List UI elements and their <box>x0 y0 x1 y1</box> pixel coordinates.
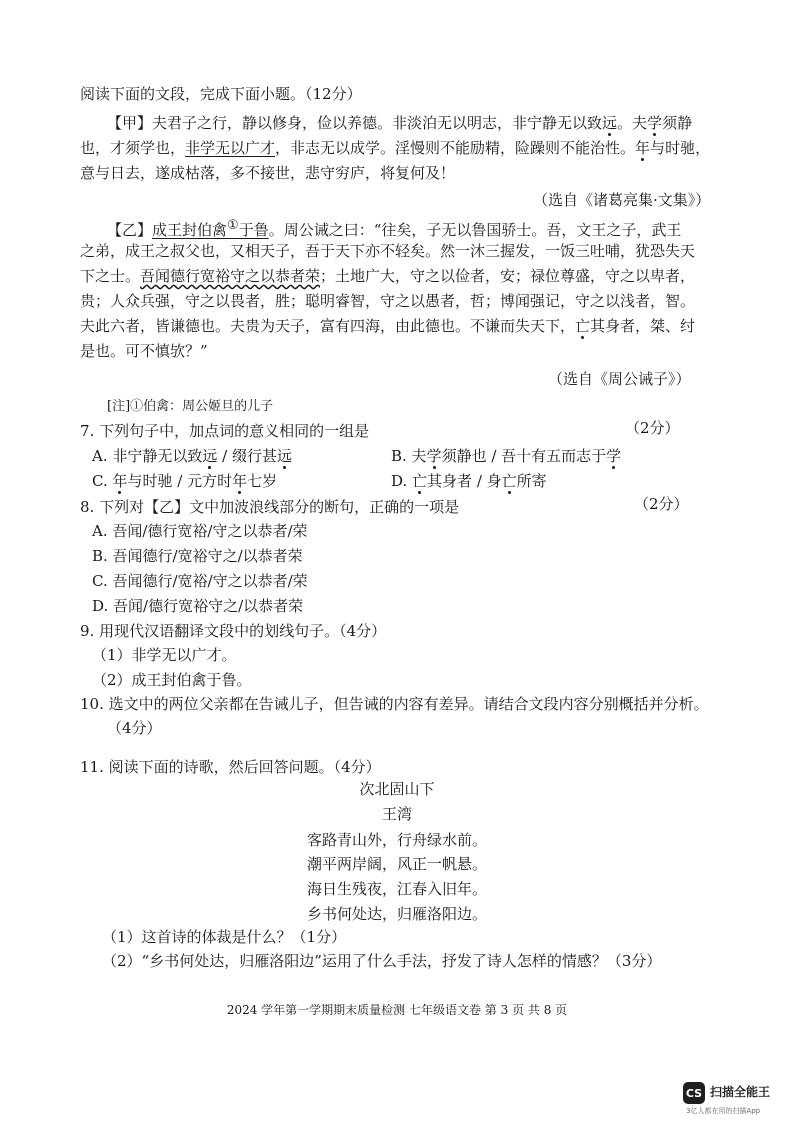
passage-yi-line: 贵；人众兵强，守之以畏者，胜；聪明睿智，守之以愚者，哲；博闻强记，守之以浅者，智。 <box>80 292 696 310</box>
passage-jia-source: （选自《诸葛亮集·文集》） <box>533 191 711 209</box>
underlined-sentence: 非学无以广才 <box>185 139 276 157</box>
question-10-score: （4分） <box>107 719 162 737</box>
wavy-underlined-sentence: 吾闻德行宽裕守之以恭者荣 <box>140 267 321 285</box>
passage-jia-line: 意与日去，遂成枯落，多不接世，悲守穷庐，将复何及！ <box>80 164 456 182</box>
page-footer: 2024 学年第一学期期末质量检测 七年级语文卷 第 3 页 共 8 页 <box>226 1003 568 1017</box>
passage-jia-line: 也，才须学也，非学无以广才，非志无以成学。淫慢则不能励精，险躁则不能治性。年与时驰， <box>80 139 711 157</box>
option-a: A. 非宁静无以致远 / 缀行甚远 <box>92 447 292 465</box>
passage-jia-line: 【甲】夫君子之行，静以修身，俭以养德。非淡泊无以明志，非宁静无以致远。夫学须静 <box>107 114 693 132</box>
underlined-sentence: 成王封伯禽①于鲁 <box>152 218 269 239</box>
option-b: B. 吾闻德行/宽裕守之/以恭者荣 <box>92 547 303 565</box>
poem-author: 王湾 <box>381 805 412 823</box>
dotted-word: 亡 <box>575 317 591 335</box>
dotted-word: 远 <box>276 447 292 465</box>
dotted-word: 学 <box>647 114 663 132</box>
question-intro: 阅读下面的文段，完成下面小题。（12分） <box>80 85 362 103</box>
poem-line: 海日生残夜，江春入旧年。 <box>306 880 487 898</box>
question-11-stem: 11. 阅读下面的诗歌，然后回答问题。（4分） <box>80 758 381 776</box>
dotted-word: 亡 <box>412 472 428 490</box>
dotted-word: 年 <box>635 139 651 157</box>
question-8-stem: 8. 下列对【乙】文中加波浪线部分的断句，正确的一项是 <box>80 498 460 516</box>
question-10-stem: 10. 选文中的两位父亲都在告诫儿子，但告诫的内容有差异。请结合文段内容分别概括并分析。 <box>80 695 709 713</box>
passage-yi-line: 之弟，成王之叔父也，又相天子，吾于天下亦不轻矣。然一沐三握发，一饭三吐哺，犹恐失天 <box>80 242 696 260</box>
dotted-word: 远 <box>602 114 618 132</box>
dotted-word: 远 <box>202 447 218 465</box>
passage-yi-source: （选自《周公诫子》） <box>548 370 691 388</box>
option-a: A. 吾闻/德行宽裕/守之以恭者/荣 <box>92 522 308 540</box>
option-c: C. 吾闻德行/宽裕/守之以恭者/荣 <box>92 572 308 590</box>
question-11-sub-1: （1）这首诗的体裁是什么？（1分） <box>102 928 347 946</box>
dotted-word: 学 <box>606 447 622 465</box>
passage-yi-line: 下之士。吾闻德行宽裕守之以恭者荣；土地广大，守之以俭者，安；禄位尊盛，守之以卑者， <box>80 267 696 285</box>
cs-logo-icon: CS <box>683 1082 705 1104</box>
option-c: C. 年与时驰 / 元方时年七岁 <box>92 472 278 490</box>
question-8-score: （2分） <box>634 495 689 513</box>
poem-title: 次北固山下 <box>359 780 435 798</box>
dotted-word: 亡 <box>501 472 517 490</box>
option-d: D. 亡其身者 / 身亡所寄 <box>391 472 547 490</box>
question-9-stem: 9. 用现代汉语翻译文段中的划线句子。（4分） <box>80 622 387 640</box>
scanner-tagline: 3亿人都在用的扫描App <box>686 1107 761 1115</box>
annotation-note: [注]①伯禽：周公姬旦的儿子 <box>107 399 274 414</box>
passage-yi-line: 夫此六者，皆谦德也。夫贵为天子，富有四海，由此德也。不谦而失天下，亡其身者，桀、纣 <box>80 317 696 335</box>
option-b: B. 夫学须静也 / 吾十有五而志于学 <box>391 447 622 465</box>
question-7-score: （2分） <box>625 419 680 437</box>
dotted-word: 年 <box>232 472 248 490</box>
dotted-word: 学 <box>426 447 442 465</box>
poem-line: 客路青山外，行舟绿水前。 <box>306 831 487 849</box>
passage-yi-line: 【乙】成王封伯禽①于鲁。周公诫之曰：“往矣，子无以鲁国骄士。吾，文王之子，武王 <box>107 218 682 239</box>
poem-line: 乡书何处达，归雁洛阳边。 <box>306 905 487 923</box>
option-d: D. 吾闻/德行宽裕守之/以恭者荣 <box>92 597 304 615</box>
passage-yi-line: 是也。可不慎欤？” <box>80 342 208 360</box>
scanner-app-name: 扫描全能王 <box>710 1085 771 1099</box>
dotted-word: 年 <box>112 472 128 490</box>
question-9-sub-1: （1）非学无以广才。 <box>92 646 237 664</box>
question-7-stem: 7. 下列句子中，加点词的意义相同的一组是 <box>80 422 370 440</box>
question-11-sub-2: （2）“乡书何处达，归雁洛阳边”运用了什么手法，抒发了诗人怎样的情感？（3分） <box>102 952 662 970</box>
question-9-sub-2: （2）成王封伯禽于鲁。 <box>92 671 252 689</box>
poem-line: 潮平两岸阔，风正一帆悬。 <box>306 855 487 873</box>
footnote-marker: ① <box>227 218 239 233</box>
